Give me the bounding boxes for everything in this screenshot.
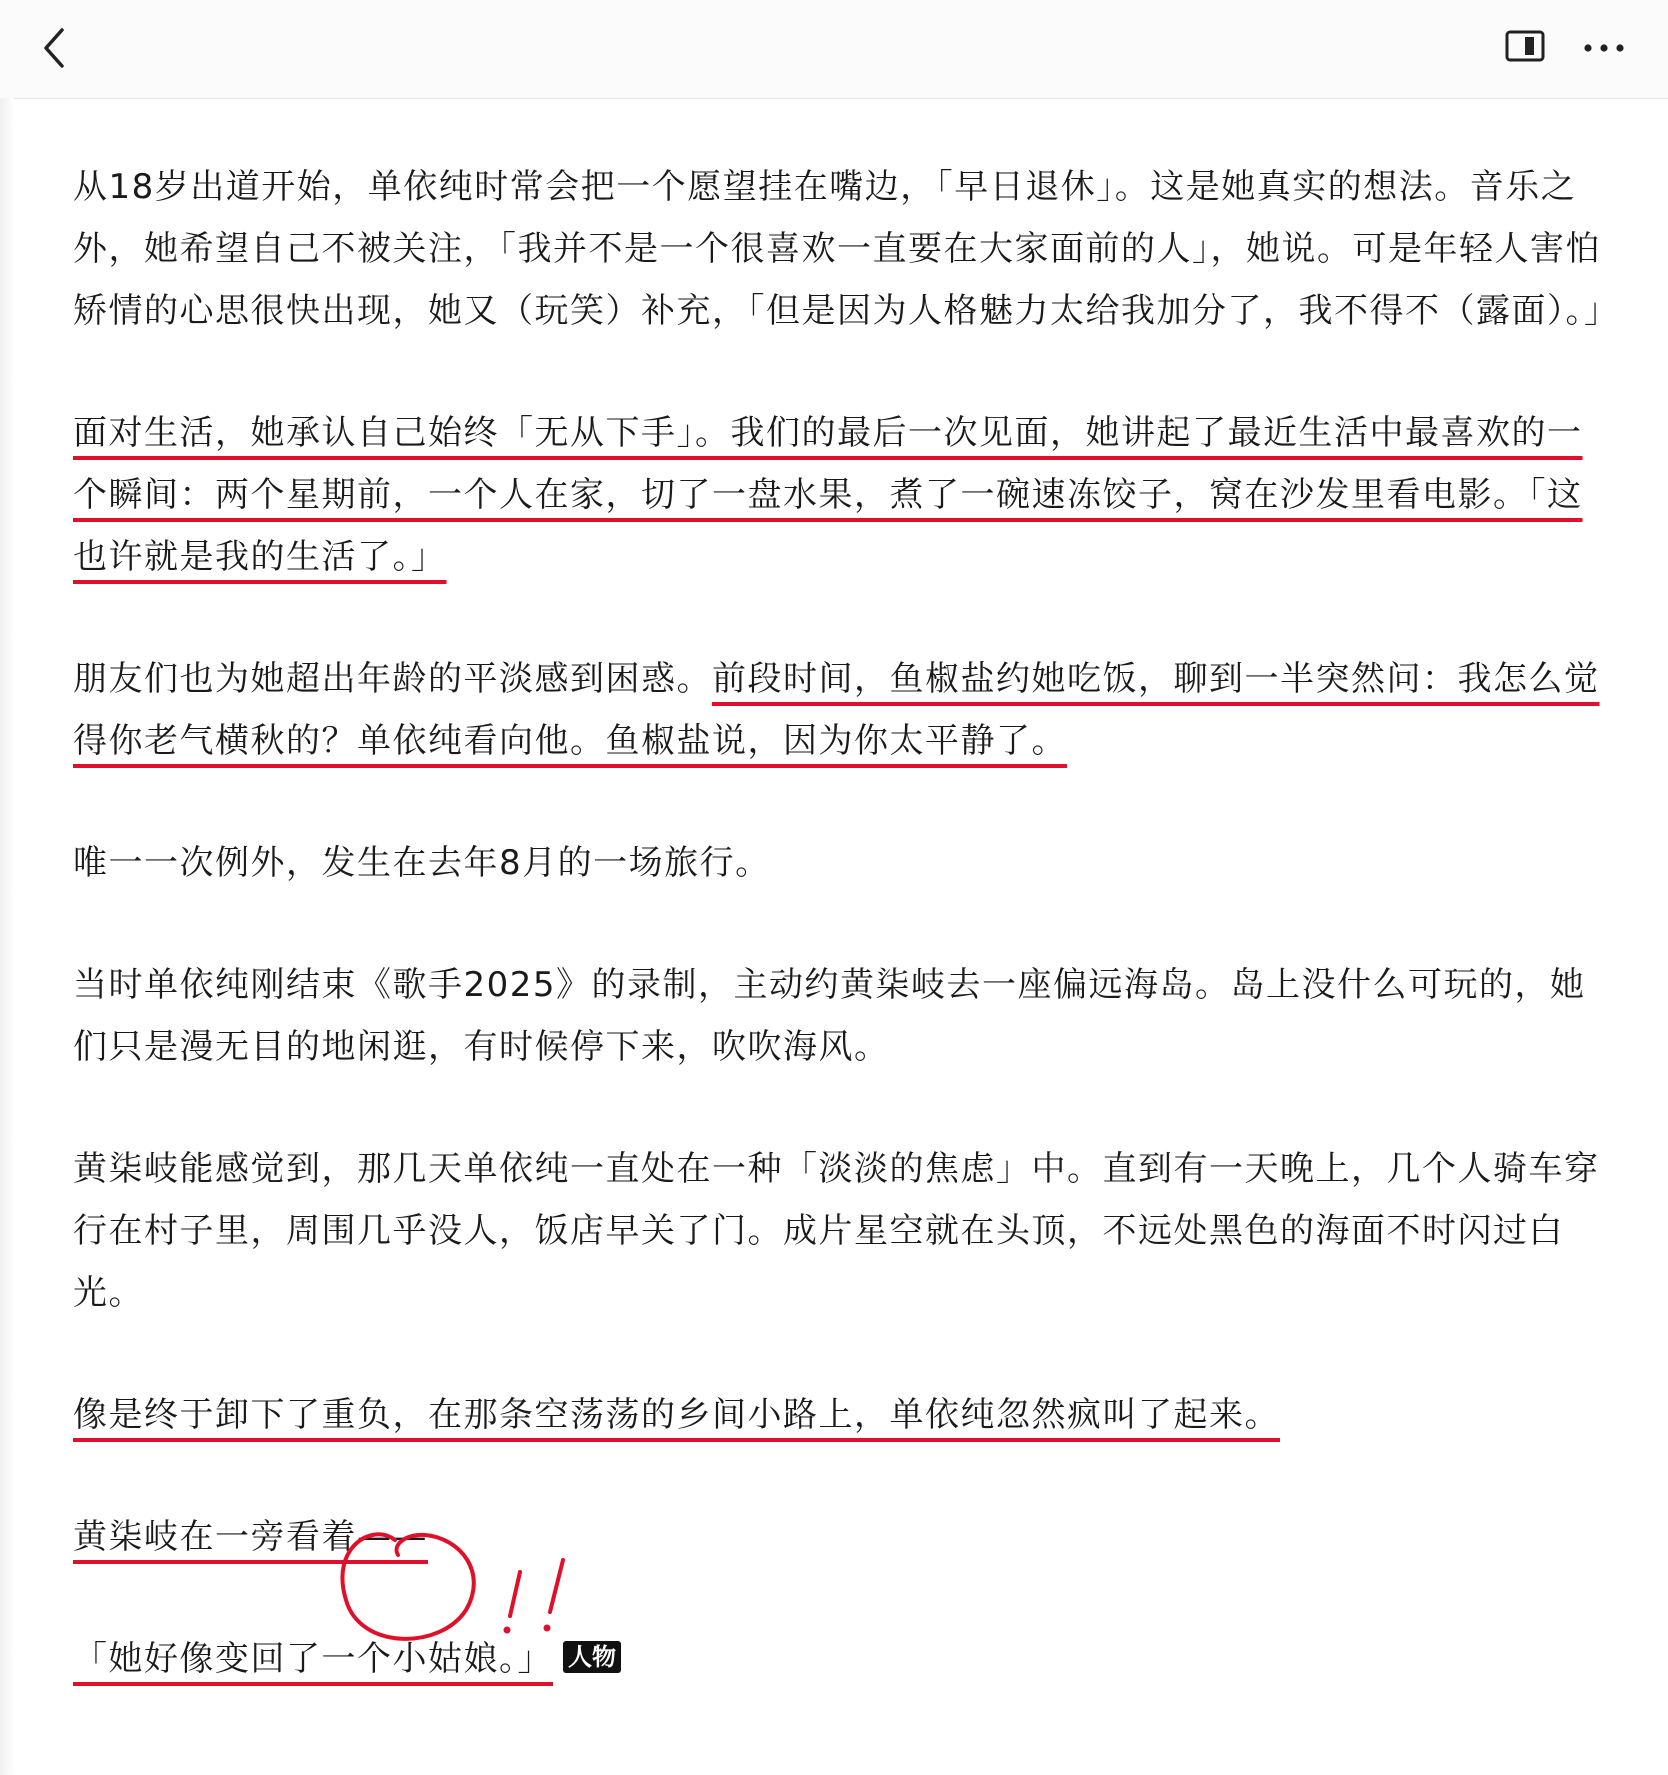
reader-mode-icon bbox=[1504, 28, 1548, 68]
highlighted-text: 黄柒岐在一旁看着—— bbox=[73, 1517, 428, 1557]
article-paragraph bbox=[73, 1628, 1603, 1690]
article-paragraph bbox=[73, 832, 1603, 894]
paragraph-text: 黄柒岐能感觉到，那几天单依纯一直处在一种「淡淡的焦虑」中。直到有一天晚上，几个人骑车穿行在村子里，周围几乎没人，饭店早关了门。成片星空就在头顶，不远处黑色的海面不时闪过白光。 bbox=[73, 1149, 1600, 1313]
paragraph-text: 当时单依纯刚结束《歌手2025》的录制，主动约黄柒岐去一座偏远海岛。岛上没什么可玩的，她们只是漫无目的地闲逛，有时候停下来，吹吹海风。 bbox=[73, 965, 1586, 1067]
reader-mode-button[interactable] bbox=[1504, 28, 1548, 68]
page-edge-shadow bbox=[0, 98, 14, 1775]
top-toolbar bbox=[0, 0, 1668, 99]
article-paragraph bbox=[73, 156, 1620, 342]
back-button[interactable] bbox=[36, 24, 80, 72]
paragraph-text: 从18岁出道开始，单依纯时常会把一个愿望挂在嘴边，「早日退休」。这是她真实的想法。音乐之外，她希望自己不被关注，「我并不是一个很喜欢一直要在大家面前的人」，她说。可是年轻人害怕矫情的心思很快出现，她又（玩笑）补充，「但是因为人格魅力太给我加分了，我不得不（露面）。」 bbox=[73, 167, 1620, 331]
more-button[interactable] bbox=[1580, 32, 1628, 64]
paragraph-text: 唯一一次例外，发生在去年8月的一场旅行。 bbox=[73, 843, 771, 883]
highlighted-text: 面对生活，她承认自己始终「无从下手」。我们的最后一次见面，她讲起了最近生活中最喜欢的一个瞬间：两个星期前，一个人在家，切了一盘水果，煮了一碗速冻饺子，窝在沙发里看电影。「这也许就是我的生活了。」 bbox=[73, 413, 1583, 577]
article-paragraph bbox=[73, 1506, 1603, 1568]
article-paragraph bbox=[73, 1384, 1603, 1446]
article-paragraph bbox=[73, 954, 1603, 1078]
article-paragraph bbox=[73, 1138, 1603, 1324]
highlighted-text: 前段时间，鱼椒盐约她吃饭，聊到一半突然问：我怎么觉得你老气横秋的？单依纯看向他。鱼椒盐说，因为你太平静了。 bbox=[73, 659, 1600, 761]
paragraph-text: 朋友们也为她超出年龄的平淡感到困惑。 bbox=[73, 659, 712, 699]
publisher-watermark: 人物 bbox=[563, 1641, 621, 1673]
article-paragraph bbox=[73, 402, 1603, 588]
more-dots-icon bbox=[1580, 32, 1628, 64]
highlighted-text: 像是终于卸下了重负，在那条空荡荡的乡间小路上，单依纯忽然疯叫了起来。 bbox=[73, 1395, 1280, 1435]
article-body bbox=[73, 156, 1620, 1750]
chevron-left-icon bbox=[36, 24, 80, 72]
highlighted-text: 「她好像变回了一个小姑娘。」 bbox=[73, 1639, 553, 1679]
article-paragraph bbox=[73, 648, 1603, 772]
